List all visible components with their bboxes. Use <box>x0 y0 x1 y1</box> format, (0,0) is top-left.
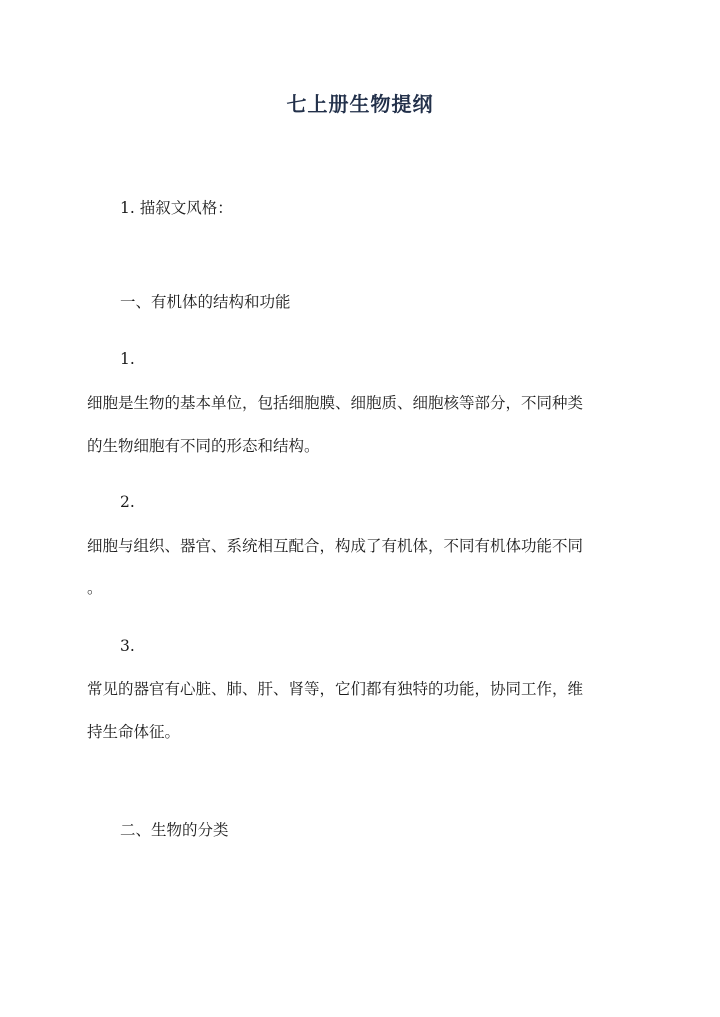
section-heading-structure-function: 一、有机体的结构和功能 <box>120 293 291 311</box>
item-number-1: 1. <box>120 350 135 368</box>
item-3-text-line-1: 常见的器官有心脏、肺、肝、肾等，它们都有独特的功能，协同工作，维 <box>87 680 584 698</box>
item-2-text-line-2: 。 <box>87 579 103 597</box>
item-number-2: 2. <box>120 493 135 511</box>
item-1-text-line-1: 细胞是生物的基本单位，包括细胞膜、细胞质、细胞核等部分，不同种类 <box>87 394 584 412</box>
item-1-text-line-2: 的生物细胞有不同的形态和结构。 <box>87 437 320 455</box>
intro-line: 1. 描叙文风格： <box>120 199 233 217</box>
item-3-text-line-2: 持生命体征。 <box>87 723 181 741</box>
item-number-3: 3. <box>120 637 135 655</box>
document-title: 七上册生物提纲 <box>286 92 434 116</box>
item-2-text-line-1: 细胞与组织、器官、系统相互配合，构成了有机体，不同有机体功能不同 <box>87 537 584 555</box>
section-heading-classification: 二、生物的分类 <box>120 821 229 839</box>
